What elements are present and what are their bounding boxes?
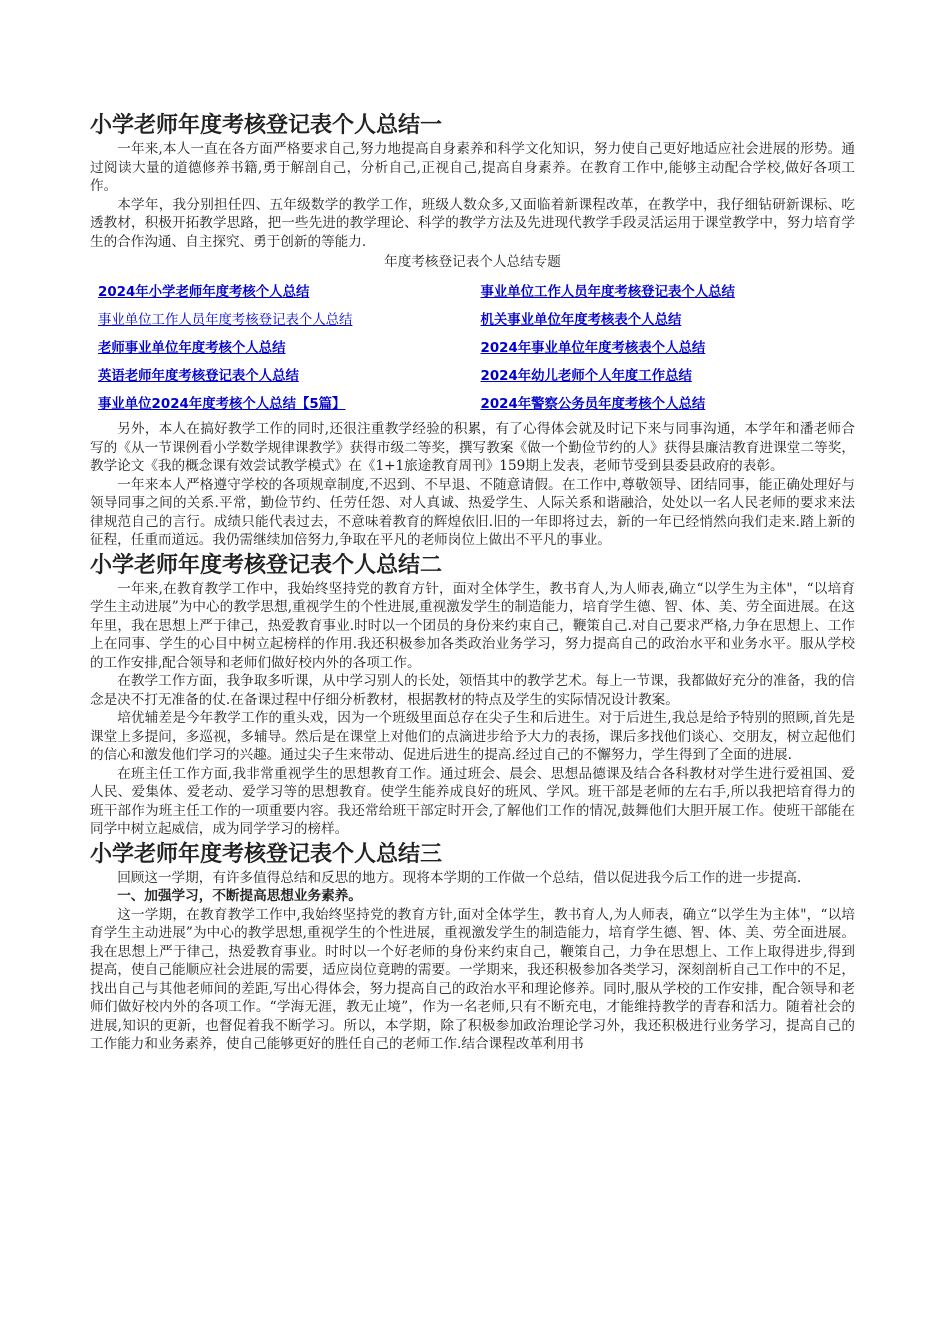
topic-row	[90, 304, 855, 332]
topic-link-table	[90, 276, 855, 416]
topic-link[interactable]: 老师事业单位年度考核个人总结	[98, 340, 286, 356]
section-1-paragraph: 另外，本人在搞好教学工作的同时,还很注重教学经验的积累，有了心得体会就及时记下来与同事沟通，本学年和潘老师合写的《从一节课例看小学数学规律课教学》获得市级二等奖，撰写教案《做一个勤俭节约的人》获得县廉洁教育进课堂二等奖，教学论文《我的概念课有效尝试教学模式》在《1+1旅途教育周刊》159期上发表，老师节受到县委县政府的表彰。	[90, 421, 855, 474]
section-3-subheading: 一、加强学习，不断提高思想业务素养。	[117, 888, 362, 904]
section-1-paragraph: 一年来本人严格遵守学校的各项规章制度,不迟到、不早退、不随意请假。在工作中,尊敬领导、团结同事，能正确处理好与领导同事之间的关系.平常，勤俭节约、任劳任怨、对人真诚、热爱学生、人际关系和谐融洽，处处以一名人民老师的要求来法律规范自己的言行。成绩只能代表过去，不意味着教育的辉煌依旧.旧的一年即将过去，新的一年已经悄然向我们走来.踏上新的征程，任重而道远。我仍需继续加倍努力,争取在平凡的老师岗位上做出不平凡的事业。	[90, 476, 855, 548]
topic-row	[90, 332, 855, 360]
topic-link[interactable]: 事业单位工作人员年度考核登记表个人总结	[480, 284, 735, 300]
topic-row	[90, 388, 855, 416]
topic-row	[90, 276, 855, 304]
topic-list-title: 年度考核登记表个人总结专题	[384, 254, 561, 270]
topic-row	[90, 360, 855, 388]
section-1-paragraph: 本学年，我分别担任四、五年级数学的教学工作，班级人数众多,又面临着新课程改革，在教学中，我仔细钻研新课标、吃透教材，积极开拓教学思路，把一些先进的教学理论、科学的教学方法及先进现代教学手段灵活运用于课堂教学中，努力培育学生的合作沟通、自主探究、勇于创新的等能力.	[90, 196, 855, 250]
topic-link[interactable]: 机关事业单位年度考核表个人总结	[480, 312, 682, 328]
topic-link[interactable]: 事业单位2024年度考核个人总结【5篇】	[98, 396, 346, 412]
section-1-paragraph: 一年来,本人一直在各方面严格要求自己,努力地提高自身素养和科学文化知识，努力使自己更好地适应社会进展的形势。通过阅读大量的道德修养书籍,勇于解剖自己，分析自己,正视自己,提高自身素养。在教育工作中,能够主动配合学校,做好各项工作。	[90, 141, 855, 194]
topic-link[interactable]: 2024年事业单位年度考核表个人总结	[480, 340, 706, 356]
section-3-intro: 回顾这一学期，有许多值得总结和反思的地方。现将本学期的工作做一个总结，借以促进我今后工作的进一步提高.	[117, 869, 802, 886]
topic-link[interactable]: 2024年警察公务员年度考核个人总结	[480, 396, 706, 412]
section-3-title: 小学老师年度考核登记表个人总结三	[90, 840, 443, 867]
section-2-paragraph: 在班主任工作方面,我非常重视学生的思想教育工作。通过班会、晨会、思想品德课及结合各科教材对学生进行爱祖国、爱人民、爱集体、爱老动、爱学习等的思想教育。使学生能养成良好的班风、学风。班干部是老师的左右手,所以我把培育得力的班干部作为班主任工作的一项重要内容。我还常给班干部定时开会,了解他们工作的情况,鼓舞他们大胆开展工作。使班干部能在同学中树立起威信，成为同学学习的榜样。	[90, 765, 855, 837]
section-2-title: 小学老师年度考核登记表个人总结二	[90, 551, 443, 578]
document-page	[90, 110, 855, 1054]
topic-link[interactable]: 2024年小学老师年度考核个人总结	[98, 284, 310, 300]
section-2-paragraph: 培优辅差是今年教学工作的重头戏，因为一个班级里面总存在尖子生和后进生。对于后进生,我总是给予特别的照顾,首先是课堂上多提问，多巡视，多辅导。然后是在课堂上对他们的点滴进步给予大力的表扬，课后多找他们谈心、交朋友，树立起他们的信心和激发他们学习的兴趣。通过尖子生来带动、促进后进生的提高.经过自己的不懈努力，学生得到了全面的进展.	[90, 710, 855, 763]
section-2-paragraph: 在教学工作方面，我争取多听课，从中学习别人的长处，领悟其中的教学艺术。每上一节课，我都做好充分的准备，我的信念是决不打无准备的仗.在备课过程中仔细分析教材，根据教材的特点及学生的实际情况设计教案。	[90, 673, 855, 708]
topic-link[interactable]: 事业单位工作人员年度考核登记表个人总结	[98, 312, 353, 328]
section-1-title: 小学老师年度考核登记表个人总结一	[90, 112, 443, 138]
section-2-paragraph: 一年来,在教育教学工作中，我始终坚持党的教育方针，面对全体学生，教书育人,为人师表,确立“以学生为主体"，“以培育学生主动进展”为中心的教学思想,重视学生的个性进展,重视激发学生的制造能力，培育学生德、智、体、美、劳全面进展。在这年里，我在思想上严于律己，热爱教育事业.时时以一个团员的身份来约束自己，鞭策自己.对自己要求严格,力争在思想上、工作上在同事、学生的心目中树立起榜样的作用.我还积极参加各类政治业务学习，努力提高自己的政治水平和业务水平。服从学校的工作安排,配合领导和老师们做好校内外的各项工作。	[90, 580, 855, 671]
topic-link[interactable]: 2024年幼儿老师个人年度工作总结	[480, 368, 692, 384]
section-3-paragraph: 这一学期，在教育教学工作中,我始终坚持党的教育方针,面对全体学生，教书育人,为人师表，确立“以学生为主体"，“以培育学生主动进展”为中心的教学思想,重视学生的个性进展，重视激发学生的制造能力，培育学生德、智、体、美、劳全面进展。我在思想上严于律己，热爱教育事业。时时以一个好老师的身份来约束自己，鞭策自己，力争在思想上、工作上取得进步,得到提高，使自己能顺应社会进展的需要，适应岗位竟聘的需要。一学期来，我还积极参加各类学习，深刻剖析自己工作中的不足，找出自己与其他老师间的差距,写出心得体会，努力提高自己的政治水平和理论修养。同时,服从学校的工作安排，配合领导和老师们做好校内外的各项工作。“学海无涯，教无止境”，作为一名老师,只有不断充电，才能维持教学的青春和活力。随着社会的进展,知识的更新，也督促着我不断学习。所以，本学期，除了积极参加政治理论学习外，我还积极进行业务学习，提高自己的工作能力和业务素养，使自己能够更好的胜任自己的老师工作.结合课程改革利用书	[90, 906, 855, 1052]
topic-link[interactable]: 英语老师年度考核登记表个人总结	[98, 368, 299, 384]
